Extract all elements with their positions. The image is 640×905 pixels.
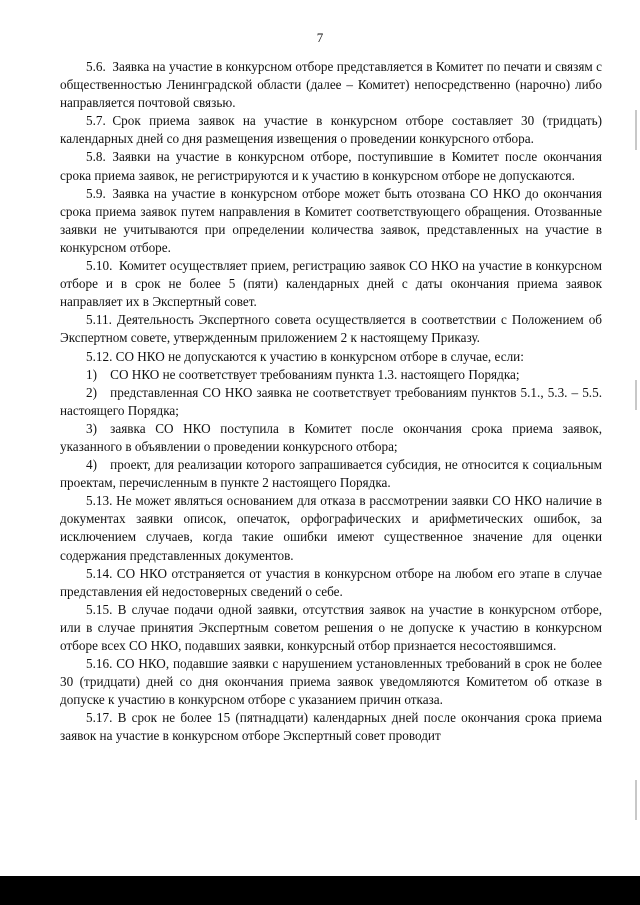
page-number: 7 <box>316 30 324 45</box>
paragraph-5-17: 5.17. В срок не более 15 (пятнадцати) календарных дней после окончания срока приема заявок на участие в конкурсном отборе Экспертный совет проводит <box>60 710 602 744</box>
paragraph-5-15: 5.15. В случае подачи одной заявки, отсутствия заявок на участие в конкурсном отборе, или в случае принятия Экспертным советом решения о не допуске к участию в конкурсном отборе всех СО НКО, подавших заявки, конкурсный отбор признается несостоявшимся. <box>60 601 602 653</box>
list-item-5-12-4: 4) проект, для реализации которого запрашивается субсидия, не относится к социальным проектам, перечисленным в пункте 2 настоящего Порядка. <box>60 457 602 491</box>
scan-edge-mark <box>635 110 637 150</box>
paragraph-5-14: 5.14. СО НКО отстраняется от участия в конкурсном отборе на любом его этапе в случае представления ей недостоверных сведений о себе. <box>60 565 602 599</box>
paragraph-5-8: 5.8. Заявки на участие в конкурсном отборе, поступившие в Комитет после окончания срока приема заявок, не регистрируются и к участию в конкурсном отборе не допускаются. <box>60 149 602 183</box>
paragraph-5-10: 5.10. Комитет осуществляет прием, регистрацию заявок СО НКО на участие в конкурсном отборе и в срок не более 5 (пяти) календарных дней с даты окончания приема заявок направляет их в Экспертный совет. <box>60 258 602 310</box>
paragraph-5-7: 5.7. Срок приема заявок на участие в конкурсном отборе составляет 30 (тридцать) календарных дней со дня размещения извещения о проведении конкурсного отбора. <box>60 113 602 147</box>
list-item-5-12-2: 2) представленная СО НКО заявка не соответствует требованиям пунктов 5.1., 5.3. – 5.5. настоящего Порядка; <box>60 384 602 418</box>
paragraph-5-12: 5.12. СО НКО не допускаются к участию в конкурсном отборе в случае, если: <box>86 348 524 364</box>
paragraph-5-16: 5.16. СО НКО, подавшие заявки с нарушением установленных требований в срок не более 30 (тридцати) дней со дня окончания приема заявок уведомляются Комитетом об отказе в допуске к участию в конкурсном отборе с указанием причин отказа. <box>60 656 602 708</box>
list-item-5-12-3: 3) заявка СО НКО поступила в Комитет после окончания срока приема заявок, указанного в объявлении о проведении конкурсного отбора; <box>60 420 602 454</box>
scan-edge-mark <box>635 780 637 820</box>
paragraph-5-13: 5.13. Не может являться основанием для отказа в рассмотрении заявки СО НКО наличие в документах заявки описок, опечаток, орфографических и арифметических ошибок, за исключением случаев, когда такие ошибки имеют существенное значение для оценки содержания представленных документов. <box>60 493 602 563</box>
paragraph-5-6: 5.6. Заявка на участие в конкурсном отборе представляется в Комитет по печати и связям с общественностью Ленинградской области (далее – Комитет) непосредственно (нарочно) либо направляется почтовой связью. <box>60 59 602 111</box>
paragraph-5-11: 5.11. Деятельность Экспертного совета осуществляется в соответствии с Положением об Экспертном совете, утвержденным приложением 2 к настоящему Приказу. <box>60 312 602 346</box>
paragraph-5-9: 5.9. Заявка на участие в конкурсном отборе может быть отозвана СО НКО до окончания срока приема заявок путем направления в Комитет соответствующего обращения. Отозванные заявки не учитываются при определении количества заявок, представленных на участие в конкурсном отборе. <box>60 185 602 255</box>
scan-bottom-border <box>0 876 640 905</box>
document-body <box>60 58 602 746</box>
scan-edge-mark <box>635 380 637 410</box>
list-item-5-12-1: 1) СО НКО не соответствует требованиям пункта 1.3. настоящего Порядка; <box>86 366 520 382</box>
